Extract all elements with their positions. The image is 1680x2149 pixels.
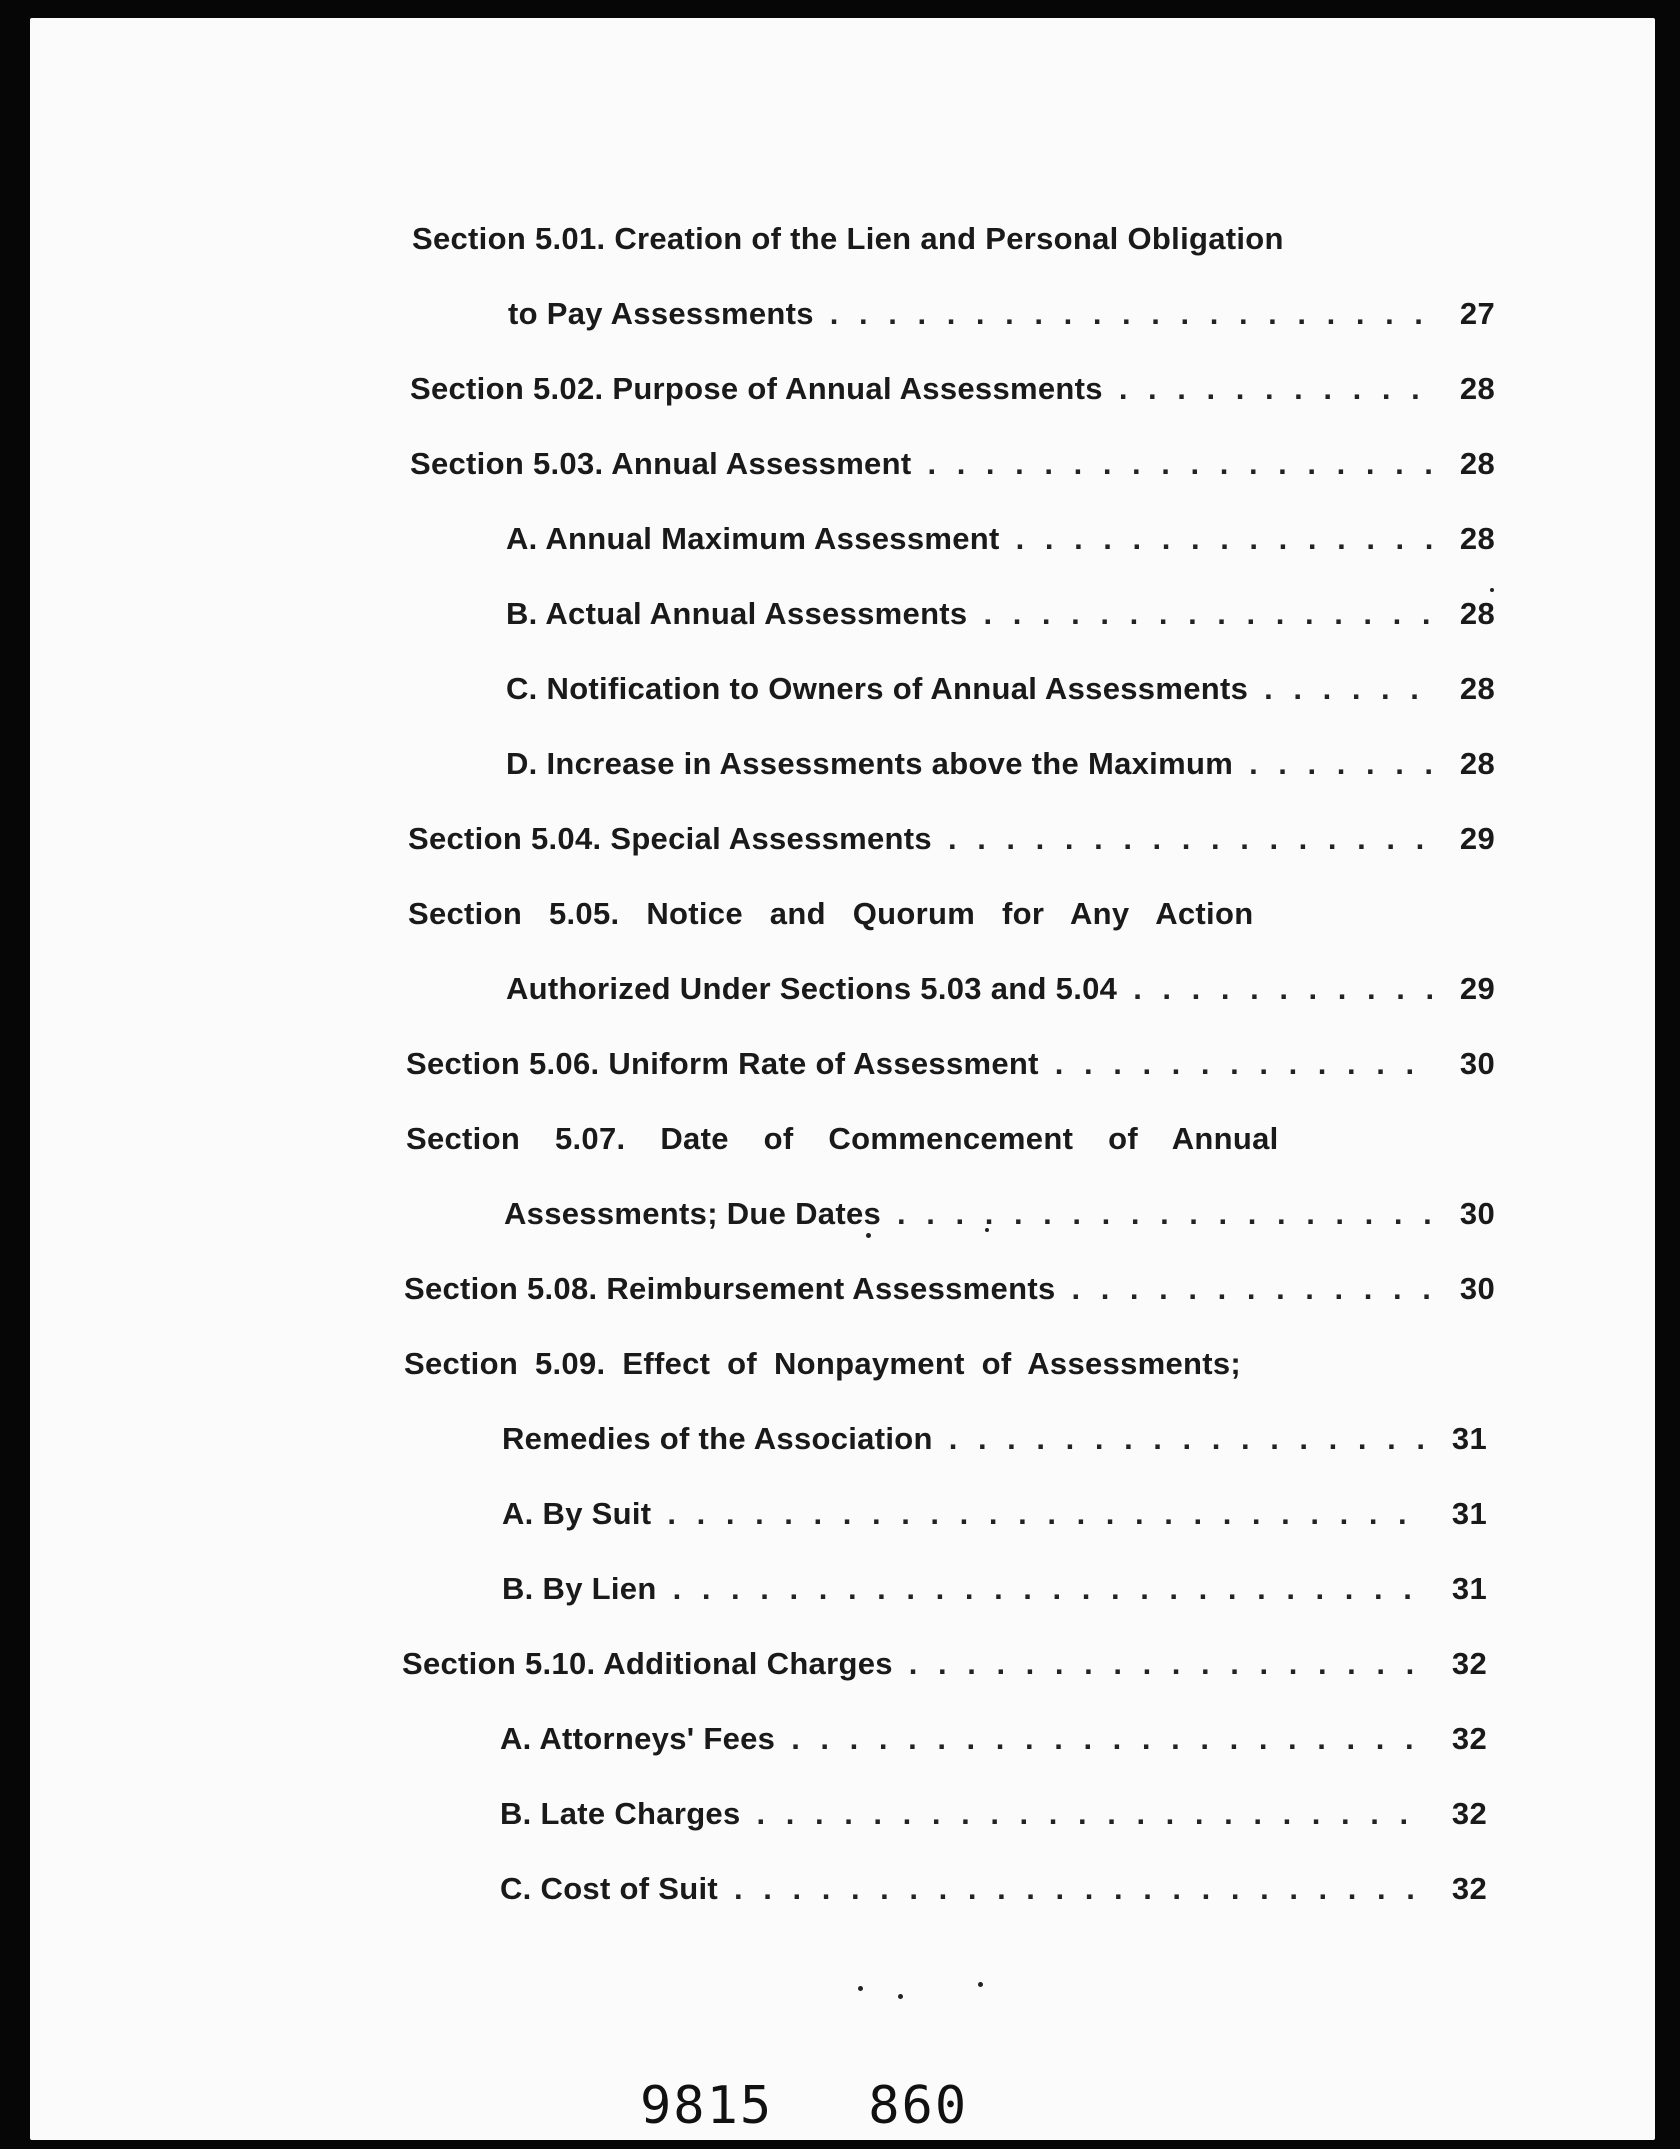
dot-leader (949, 1421, 1427, 1457)
toc-page-number: 29 (1459, 971, 1495, 1006)
control-number-right: 860 (868, 2076, 969, 2136)
document-control-number (640, 2076, 968, 2136)
toc-label: Section 5.07. Date of Commencement of Annual (406, 1121, 1279, 1156)
toc-label: Section 5.04. Special Assessments (408, 821, 932, 856)
toc-label: Assessments; Due Dates (504, 1196, 882, 1231)
dot-leader (1055, 1046, 1435, 1082)
scan-speck (1490, 588, 1494, 592)
toc-label: C. Notification to Owners of Annual Assessments (506, 671, 1249, 706)
toc-label: Section 5.01. Creation of the Lien and Personal Obligation (412, 221, 1284, 256)
dot-leader (1249, 746, 1435, 782)
toc-entry-5-03[interactable] (410, 446, 1495, 482)
toc-entry-5-07[interactable] (504, 1196, 1495, 1232)
toc-page-number: 32 (1451, 1721, 1487, 1756)
dot-leader (897, 1196, 1435, 1232)
dot-leader (909, 1646, 1427, 1682)
toc-entry-5-01[interactable] (508, 296, 1495, 332)
toc-entry-5-04[interactable] (408, 821, 1495, 857)
dot-leader (1016, 521, 1435, 557)
toc-page-number: 28 (1459, 521, 1495, 556)
toc-page-number: 30 (1459, 1196, 1495, 1231)
scan-speck (866, 1233, 871, 1238)
toc-page-number: 28 (1459, 371, 1495, 406)
toc-page-number: 31 (1451, 1421, 1487, 1456)
scan-speck (858, 1986, 863, 1991)
toc-label: Remedies of the Association (502, 1421, 933, 1456)
toc-label: Section 5.08. Reimbursement Assessments (404, 1271, 1056, 1306)
toc-label: C. Cost of Suit (500, 1871, 719, 1906)
toc-label: Section 5.02. Purpose of Annual Assessments (410, 371, 1103, 406)
toc-page-number: 30 (1459, 1271, 1495, 1306)
toc-page-number: 29 (1459, 821, 1495, 856)
toc-entry-5-07-line1 (406, 1121, 1306, 1157)
scan-speck (985, 1228, 989, 1232)
toc-page-number: 28 (1459, 746, 1495, 781)
toc-entry-5-03-b[interactable] (506, 596, 1495, 632)
toc-page-number: 31 (1451, 1571, 1487, 1606)
toc-page-number: 28 (1459, 446, 1495, 481)
dot-leader (983, 596, 1435, 632)
toc-entry-5-03-d[interactable] (506, 746, 1495, 782)
table-of-contents (30, 18, 1655, 2140)
dot-leader (927, 446, 1435, 482)
dot-leader (757, 1796, 1427, 1832)
toc-entry-5-03-c[interactable] (506, 671, 1495, 707)
dot-leader (1119, 371, 1435, 407)
toc-entry-5-01-line1 (412, 221, 1284, 257)
toc-label: Section 5.06. Uniform Rate of Assessment (406, 1046, 1039, 1081)
toc-entry-5-02[interactable] (410, 371, 1495, 407)
toc-page-number: 32 (1451, 1646, 1487, 1681)
toc-label: Section 5.10. Additional Charges (402, 1646, 893, 1681)
toc-page-number: 32 (1451, 1796, 1487, 1831)
toc-page-number: 31 (1451, 1496, 1487, 1531)
toc-entry-5-10-b[interactable] (500, 1796, 1487, 1832)
toc-label: Section 5.03. Annual Assessment (410, 446, 912, 481)
toc-page-number: 28 (1459, 596, 1495, 631)
control-number-left: 9815 (640, 2076, 774, 2136)
toc-label: A. By Suit (502, 1496, 652, 1531)
toc-entry-5-10-c[interactable] (500, 1871, 1487, 1907)
toc-entry-5-09-a[interactable] (502, 1496, 1487, 1532)
dot-leader (830, 296, 1435, 332)
toc-page-number: 27 (1459, 296, 1495, 331)
toc-entry-5-05[interactable] (506, 971, 1495, 1007)
toc-label: B. By Lien (502, 1571, 657, 1606)
toc-entry-5-09-line1 (404, 1346, 1241, 1382)
dot-leader (667, 1496, 1427, 1532)
toc-entry-5-06[interactable] (406, 1046, 1495, 1082)
toc-label: A. Annual Maximum Assessment (506, 521, 1000, 556)
toc-label: Authorized Under Sections 5.03 and 5.04 (506, 971, 1118, 1006)
toc-label: to Pay Assessments (508, 296, 814, 331)
toc-entry-5-05-line1 (408, 896, 1308, 932)
document-page (30, 18, 1655, 2140)
toc-page-number: 32 (1451, 1871, 1487, 1906)
dot-leader (1071, 1271, 1435, 1307)
toc-entry-5-10-a[interactable] (500, 1721, 1487, 1757)
toc-entry-5-10[interactable] (402, 1646, 1487, 1682)
dot-leader (1264, 671, 1435, 707)
scan-speck (898, 1994, 903, 1999)
dot-leader (1133, 971, 1435, 1007)
toc-entry-5-09[interactable] (502, 1421, 1487, 1457)
toc-label: Section 5.09. Effect of Nonpayment of Assessments; (404, 1346, 1242, 1381)
dot-leader (791, 1721, 1427, 1757)
scan-speck (978, 1982, 983, 1987)
toc-page-number: 28 (1459, 671, 1495, 706)
toc-entry-5-08[interactable] (404, 1271, 1495, 1307)
toc-label: Section 5.05. Notice and Quorum for Any Action (408, 896, 1254, 931)
toc-entry-5-09-b[interactable] (502, 1571, 1487, 1607)
dot-leader (948, 821, 1435, 857)
toc-label: D. Increase in Assessments above the Maximum (506, 746, 1234, 781)
toc-label: A. Attorneys' Fees (500, 1721, 776, 1756)
toc-page-number: 30 (1459, 1046, 1495, 1081)
toc-label: B. Actual Annual Assessments (506, 596, 968, 631)
toc-entry-5-03-a[interactable] (506, 521, 1495, 557)
toc-label: B. Late Charges (500, 1796, 741, 1831)
dot-leader (734, 1871, 1427, 1907)
dot-leader (673, 1571, 1427, 1607)
